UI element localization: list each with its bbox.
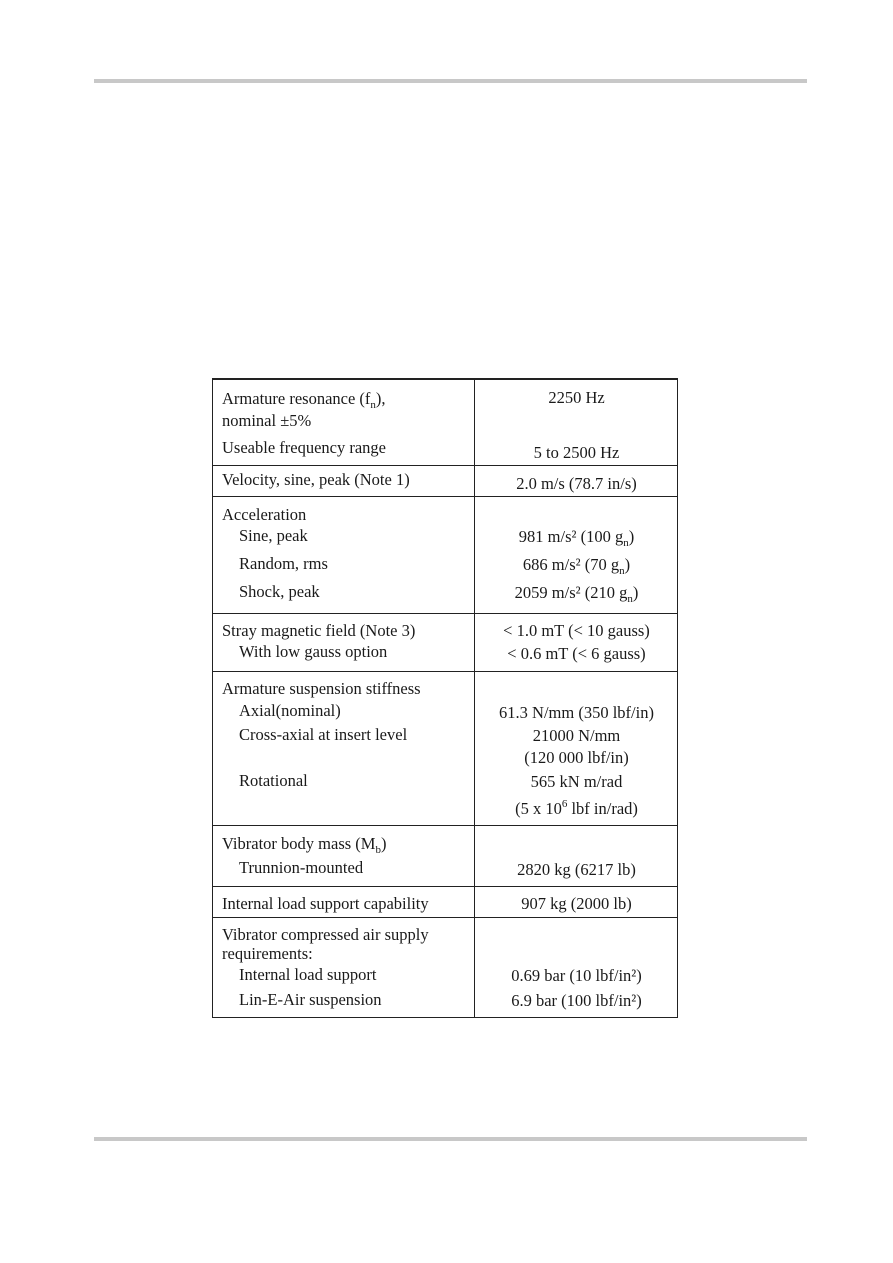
param-acceleration: Acceleration bbox=[222, 505, 307, 524]
value-trunnion-mounted: 2820 kg (6217 lb) bbox=[517, 860, 636, 879]
param-shock-peak: Shock, peak bbox=[239, 582, 320, 601]
row-velocity bbox=[213, 465, 677, 497]
footer-rule bbox=[94, 1137, 807, 1141]
param-axial-nominal: Axial(nominal) bbox=[239, 701, 341, 720]
param-armature-suspension-stiffness: Armature suspension stiffness bbox=[222, 679, 421, 698]
param-velocity: Velocity, sine, peak (Note 1) bbox=[222, 470, 410, 489]
value-sine-peak: 981 m/s² (100 $g_n$) bbox=[518, 527, 635, 549]
value-random-rms: 686 m/s² (70 $g_n$) bbox=[522, 555, 631, 577]
param-internal-load-support-air: Internal load support bbox=[239, 965, 377, 984]
param-trunnion-mounted: Trunnion-mounted bbox=[239, 858, 364, 877]
value-axial-nominal: 61.3 N/mm (350 lbf/in) bbox=[499, 703, 654, 722]
value-armature-resonance: 2250 Hz bbox=[548, 388, 605, 407]
value-rotational-imperial: (5 x $10^6$ lbf in/rad) bbox=[515, 798, 638, 818]
param-cross-axial: Cross-axial at insert level bbox=[239, 725, 408, 744]
value-cross-axial-si: 21000 N/mm bbox=[532, 726, 621, 745]
specification-table bbox=[212, 378, 678, 1018]
value-low-gauss-option: < 0.6 mT (< 6 gauss) bbox=[507, 644, 646, 663]
param-random-rms: Random, rms bbox=[239, 554, 328, 573]
row-vibrator-body-mass bbox=[213, 825, 677, 887]
row-armature-resonance bbox=[213, 379, 677, 466]
value-internal-load-support-air: 0.69 bar (10 lbf/in²) bbox=[511, 966, 642, 985]
row-acceleration bbox=[213, 496, 677, 613]
param-nominal-tolerance: nominal ±5% bbox=[222, 411, 312, 430]
param-low-gauss-option: With low gauss option bbox=[239, 642, 388, 661]
row-internal-load-support bbox=[213, 886, 677, 918]
value-rotational-si: 565 kN m/rad bbox=[530, 772, 623, 791]
value-cross-axial-imperial: (120 000 lbf/in) bbox=[524, 748, 629, 767]
param-stray-magnetic-field: Stray magnetic field (Note 3) bbox=[222, 621, 416, 640]
param-requirements: requirements: bbox=[222, 944, 313, 963]
param-sine-peak: Sine, peak bbox=[239, 526, 308, 545]
row-compressed-air-supply bbox=[213, 917, 677, 1018]
header-rule bbox=[94, 79, 807, 83]
param-vibrator-body-mass: Vibrator body mass $(M_b)$ bbox=[222, 834, 387, 856]
param-compressed-air-supply: Vibrator compressed air supply bbox=[222, 925, 429, 944]
value-shock-peak: 2059 m/s² (210 $g_n$) bbox=[514, 583, 639, 605]
param-lin-e-air-suspension: Lin-E-Air suspension bbox=[239, 990, 382, 1009]
param-internal-load-support: Internal load support capability bbox=[222, 894, 429, 913]
param-rotational: Rotational bbox=[239, 771, 308, 790]
value-velocity: 2.0 m/s (78.7 in/s) bbox=[516, 474, 637, 493]
param-armature-resonance: Armature resonance $(f_n)$, bbox=[222, 389, 386, 411]
value-lin-e-air-suspension: 6.9 bar (100 lbf/in²) bbox=[511, 991, 642, 1010]
param-useable-frequency-range: Useable frequency range bbox=[222, 438, 386, 457]
row-stray-magnetic-field bbox=[213, 613, 677, 672]
value-stray-magnetic-field: < 1.0 mT (< 10 gauss) bbox=[503, 621, 650, 640]
row-armature-suspension-stiffness bbox=[213, 671, 677, 826]
value-internal-load-support: 907 kg (2000 lb) bbox=[521, 894, 632, 913]
value-useable-frequency-range: 5 to 2500 Hz bbox=[533, 443, 620, 462]
